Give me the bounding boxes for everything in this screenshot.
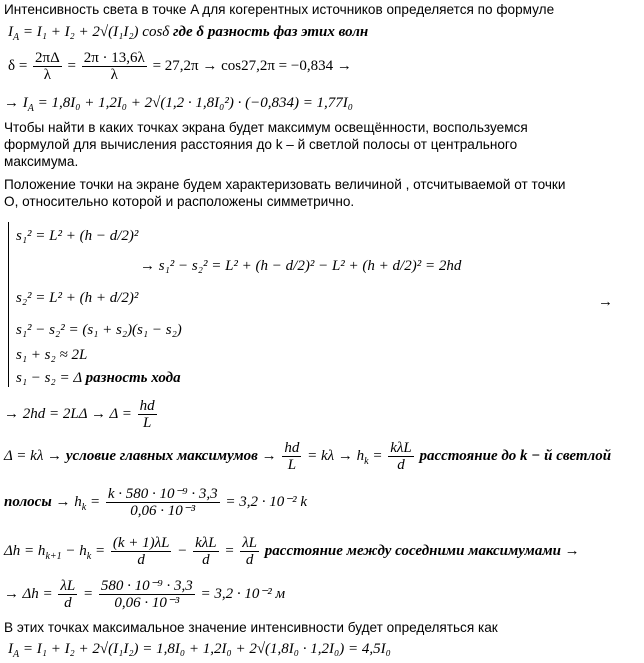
formula-max-intensity-lhs: I xyxy=(8,641,13,657)
fraction-denominator: λ xyxy=(110,67,118,83)
paragraph-1-line-3: максимума. xyxy=(4,154,79,169)
fraction-numerator: λL xyxy=(242,535,258,551)
fraction-lL-d xyxy=(240,535,259,568)
fraction-klL-d-2 xyxy=(193,535,219,568)
formula-maxima-arrow: → xyxy=(261,447,277,464)
formula-phase-delta: δ = xyxy=(8,57,28,74)
system-result: → s₁² − s₂² = L² + (h − d/2)² − L² + (h + d/2)² = 2hd xyxy=(140,258,462,274)
paragraph-3-line-1: В этих точках максимальное значение интенсивности будет определяться как xyxy=(4,620,498,635)
formula-intensity-value-sub: A xyxy=(27,103,34,114)
formula-delta-left: → 2hd = 2LΔ → Δ = xyxy=(4,405,132,422)
formula-delta-h-left: Δh = h xyxy=(4,542,46,559)
system-eq-2: s₂² = L² + (h + d/2)² xyxy=(16,290,139,306)
system-eq-1: s₁² = L² + (h − d/2)² xyxy=(16,228,139,244)
fraction-k1-lL-d xyxy=(111,535,172,568)
fraction-numerator: 580 · 10⁻⁹ · 3,3 xyxy=(100,578,193,594)
formula-hk-arrow: → h xyxy=(55,493,82,510)
fraction-denominator: d xyxy=(137,552,145,568)
fraction-denominator: 0,06 · 10⁻³ xyxy=(114,595,180,611)
fraction-numerator: kλL xyxy=(195,535,217,551)
formula-max-intensity-sub: A xyxy=(13,649,20,660)
system-eq-5 xyxy=(16,370,181,387)
formula-maxima-note-1: условие главных максимумов xyxy=(65,447,258,464)
formula-hk-sub: k xyxy=(81,501,87,513)
formula-delta-h-mid: − h xyxy=(65,542,87,559)
fraction-numerator: k · 580 · 10⁻⁹ · 3,3 xyxy=(107,486,218,502)
formula-intensity xyxy=(8,24,368,43)
formula-intensity-note: где δ разность фаз этих волн xyxy=(173,24,369,40)
formula-maxima-eq: = xyxy=(372,447,383,464)
fraction-denominator: d xyxy=(202,552,210,568)
fraction-denominator: L xyxy=(142,415,152,431)
paragraph-1-line-1: Чтобы найти в каких точках экрана будет максимум освещённости, воспользуемся xyxy=(4,120,528,135)
formula-delta-h-value-eq: = xyxy=(83,585,94,602)
system-eq-3: s₁² − s₂² = (s₁ + s₂)(s₁ − s₂) xyxy=(16,322,182,338)
paragraph-2-line-2: О, относительно которой и расположены симметрично. xyxy=(4,194,355,209)
formula-delta-h-value xyxy=(4,578,285,611)
formula-intensity-rhs: = I₁ + I₂ + 2√(I₁I₂) cosδ xyxy=(22,24,170,40)
formula-phase-tail: = 27,2π → cos27,2π = −0,834 → xyxy=(152,57,352,74)
fraction-numerator: λL xyxy=(60,578,76,594)
fraction-denominator: d xyxy=(64,595,72,611)
fraction-denominator: d xyxy=(245,552,254,568)
formula-max-intensity-rhs: = I₁ + I₂ + 2√(I₁I₂) = 1,8I₀ + 1,2I₀ + 2√(1,8I₀ · 1,2I₀) = 4,5I₀ xyxy=(22,641,391,657)
formula-delta xyxy=(4,398,159,431)
formula-intensity-lhs-sub: A xyxy=(13,32,20,43)
system-eq-5-formula: s₁ − s₂ = Δ xyxy=(16,370,82,386)
formula-intensity-value-lhs: → I xyxy=(4,95,28,111)
paragraph-2-line-1: Положение точки на экране будем характеризовать величиной , отсчитываемой от точки xyxy=(4,177,566,192)
fraction-2pi-13 xyxy=(82,50,147,83)
formula-phase: δ = $\frac{2\pi\Delta}{\lambda}$ = $\frac{2\pi \cdot 13,6\lambda}{\lambda}$ = 27,2π → cos27,2π = −0,834 → xyxy=(8,50,352,83)
formula-intensity-value xyxy=(4,95,353,114)
system-brace xyxy=(8,222,9,387)
fraction-numerator: 2π · 13,6λ xyxy=(83,50,145,66)
fraction-dh-value xyxy=(99,578,195,611)
fraction-numerator: hd xyxy=(139,398,155,414)
fraction-hd-L-2 xyxy=(282,440,301,473)
fraction-hd-L xyxy=(138,398,157,431)
fraction-lL-d-2 xyxy=(58,578,77,611)
formula-max-intensity xyxy=(8,641,391,660)
formula-maxima xyxy=(4,440,611,473)
formula-delta-h-eq-2: = xyxy=(224,542,235,559)
formula-delta-h-minus: − xyxy=(177,542,188,559)
formula-intensity-value-rhs: = 1,8I₀ + 1,2I₀ + 2√(1,2 · 1,8I₀²) · (−0,834) = 1,77I₀ xyxy=(37,95,354,111)
formula-delta-h-sub-1: k+1 xyxy=(45,550,62,562)
fraction-denominator: d xyxy=(397,457,405,473)
formula-delta-h-value-tail: = 3,2 · 10⁻² м xyxy=(200,585,286,602)
system-eq-4: s₁ + s₂ ≈ 2L xyxy=(16,347,88,363)
intro-line: Интенсивность света в точке A для когерентных источников определяется по формуле xyxy=(4,2,555,17)
fraction-klL-d xyxy=(388,440,414,473)
formula-maxima-note-2: расстояние до k − й светлой xyxy=(419,447,612,464)
fraction-numerator: 2πΔ xyxy=(35,50,60,66)
formula-hk-word: полосы xyxy=(4,493,52,510)
formula-delta-h-value-left: → Δh = xyxy=(4,585,53,602)
fraction-numerator: hd xyxy=(284,440,300,456)
fraction-numerator: kλL xyxy=(390,440,412,456)
fraction-2pi-delta xyxy=(33,50,62,83)
formula-delta-h-note: расстояние между соседними максимумами → xyxy=(264,542,580,559)
fraction-denominator: 0,06 · 10⁻³ xyxy=(130,503,196,519)
formula-intensity-lhs: I xyxy=(8,24,13,40)
formula-maxima-left: Δ = kλ → xyxy=(4,447,63,464)
formula-delta-h-eq: = xyxy=(94,542,106,559)
formula-maxima-mid: = kλ → h xyxy=(307,447,365,464)
fraction-denominator: λ xyxy=(43,67,52,83)
formula-maxima-sub: k xyxy=(364,455,369,467)
fraction-numerator: (k + 1)λL xyxy=(112,535,170,551)
system-arrow: → xyxy=(598,294,613,310)
formula-delta-h xyxy=(4,535,580,568)
fraction-hk-value xyxy=(106,486,220,519)
formula-hk xyxy=(4,486,307,519)
formula-hk-eq: = xyxy=(89,493,101,510)
fraction-denominator: L xyxy=(287,457,297,473)
formula-delta-h-sub-2: k xyxy=(86,550,92,562)
formula-hk-tail: = 3,2 · 10⁻² k xyxy=(225,493,308,510)
system-eq-5-note: разность хода xyxy=(85,370,181,386)
paragraph-1-line-2: формулой для вычисления расстояния до k – й светлой полосы от центрального xyxy=(4,137,518,152)
